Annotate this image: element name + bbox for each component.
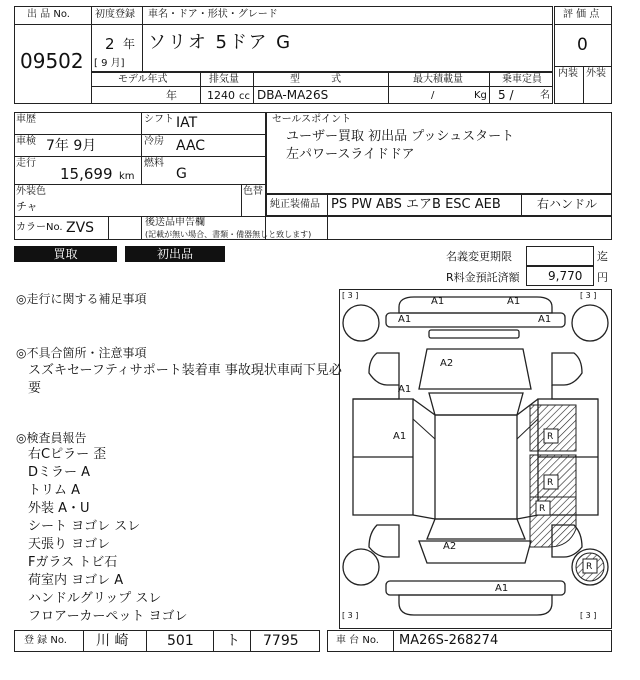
inspector-item-3: 外装 A・U	[28, 501, 90, 516]
inspector-item-7: 荷室内 ヨゴレ A	[28, 573, 124, 588]
ext-color-label: 外装色	[16, 186, 46, 197]
fuel-value: G	[176, 166, 187, 182]
inspector-item-8: ハンドルグリップ スレ	[28, 591, 162, 606]
wheel-br-label: [ 3 ]	[580, 611, 597, 620]
type-label: 型 式	[290, 74, 356, 85]
name-change-label: 名義変更期限	[446, 250, 512, 263]
max-load-label: 最大積載量	[413, 74, 463, 85]
defects-line1: スズキセーフティサポート装着車 事故現状車両下見必	[28, 363, 342, 378]
recycle-value: 9,770	[548, 269, 583, 283]
lot-no: 09502	[20, 49, 84, 73]
mileage-unit: km	[119, 171, 135, 182]
reg-area: 川 崎	[96, 633, 129, 649]
aftermarket-label: 後送品申告欄	[145, 217, 205, 228]
eval-label: 評 価 点	[563, 9, 600, 20]
car-diagram	[339, 289, 612, 629]
first-reg-year-unit: 年	[123, 37, 136, 51]
sales-point-label: セールスポイント	[272, 114, 352, 125]
back-door	[419, 541, 531, 563]
inspector-item-1: Dミラー A	[28, 465, 91, 480]
inspector-item-6: Fガラス トビ石	[28, 555, 118, 570]
buy-tag: 買取	[14, 246, 117, 262]
wheel-tl-label: [ 3 ]	[342, 291, 359, 300]
fuel-label: 燃料	[144, 158, 164, 169]
r-mark-2: R	[547, 478, 554, 488]
inspector-item-2: トリム A	[28, 483, 81, 498]
first-reg-year: 2	[105, 35, 115, 53]
a2-back-door: A2	[443, 541, 457, 552]
interior-label: 内装	[558, 68, 578, 79]
roof	[435, 415, 517, 519]
chassis-label: 車 台 No.	[336, 635, 379, 646]
chassis-value: MA26S-268274	[399, 633, 499, 648]
shift-value: IAT	[176, 115, 198, 131]
equipment-items: PS PW ABS エアB ESC AEB	[331, 197, 501, 212]
max-load-sep: /	[431, 90, 435, 101]
model-year-label: モデル年式	[118, 74, 168, 85]
sales-point-line2: 左パワースライドドア	[286, 147, 415, 162]
first-reg-month: [ 9 月]	[94, 58, 125, 69]
reg-no-label: 登 録 No.	[24, 635, 67, 646]
driving-notes-title: ◎走行に関する補足事項	[16, 292, 147, 306]
first-reg-label: 初度登録	[95, 9, 135, 20]
max-load-unit: Kg	[474, 90, 487, 101]
a1-bumper-right: A1	[538, 314, 552, 325]
rear-window	[427, 519, 525, 539]
color-no-value: ZVS	[66, 220, 95, 236]
displacement: 1240	[207, 89, 235, 102]
aircon-label: 冷房	[144, 136, 164, 147]
displacement-label: 排気量	[209, 74, 239, 85]
eval-score: 0	[577, 35, 588, 55]
inspector-item-5: 天張り ヨゴレ	[28, 537, 111, 552]
a1-front-right: A1	[507, 296, 521, 307]
inspection-value: 7年 9月	[46, 138, 97, 154]
name-change-unit: 迄	[597, 250, 608, 263]
a1-front-left: A1	[431, 296, 445, 307]
inspector-item-0: 右Cピラー 歪	[28, 447, 107, 462]
car-name: ソリオ 5ドア G	[148, 32, 293, 53]
r-mark-4: R	[586, 562, 593, 572]
model-year-unit: 年	[166, 89, 177, 102]
color-no-label: カラーNo.	[16, 222, 63, 233]
defects-title: ◎不具合箇所・注意事項	[16, 346, 147, 360]
hood	[419, 349, 531, 389]
recycle-label: R料金預託済額	[446, 271, 520, 284]
displacement-unit: cc	[239, 91, 250, 102]
equipment-label: 純正装備品	[270, 199, 320, 210]
inspection-label: 車検	[16, 136, 36, 147]
reg-class: 501	[167, 633, 194, 649]
ext-color-value: チャ	[16, 200, 38, 213]
mileage-label: 走行	[16, 158, 36, 169]
wheel-bl-label: [ 3 ]	[342, 611, 359, 620]
reg-num: 7795	[263, 633, 299, 649]
inspector-item-4: シート ヨゴレ スレ	[28, 519, 141, 534]
steering-value: 右ハンドル	[537, 197, 598, 211]
a2-hood: A2	[440, 358, 454, 369]
r-mark-1: R	[547, 432, 554, 442]
damage-hatch-right-front-door	[530, 405, 576, 451]
wheel-rear-left	[343, 549, 379, 585]
mileage-value: 15,699	[60, 165, 113, 183]
recycle-unit: 円	[597, 271, 608, 284]
aircon-value: AAC	[176, 138, 206, 154]
a1-bumper-left: A1	[398, 314, 412, 325]
wheel-front-left	[343, 305, 379, 341]
car-name-label: 車名・ドア・形状・グレード	[148, 9, 278, 20]
a1-rear-bumper: A1	[495, 583, 509, 594]
color-change-label: 色替	[243, 186, 263, 197]
lot-no-label: 出 品 No.	[27, 9, 70, 20]
capacity-unit: 名	[540, 90, 550, 101]
capacity: 5 /	[498, 88, 514, 102]
wheel-front-right	[572, 305, 608, 341]
a1-left-fender: A1	[398, 384, 412, 395]
history-label: 車歴	[16, 114, 36, 125]
shift-label: シフト	[144, 114, 174, 125]
front-bumper	[399, 297, 552, 313]
inspector-title: ◎検査員報告	[16, 431, 87, 445]
wheel-tr-label: [ 3 ]	[580, 291, 597, 300]
rear-bumper	[386, 581, 565, 595]
r-mark-3: R	[539, 504, 546, 514]
defects-line2: 要	[28, 381, 42, 396]
inspector-item-9: フロアーカーペット ヨゴレ	[28, 609, 188, 624]
exterior-label: 外装	[586, 68, 606, 79]
sales-point-line1: ユーザー買取 初出品 プッシュスタート	[286, 129, 515, 144]
type-value: DBA-MA26S	[257, 88, 329, 102]
name-change-box	[526, 246, 594, 266]
a1-left-door: A1	[393, 431, 407, 442]
capacity-label: 乗車定員	[502, 74, 542, 85]
reg-kana: ト	[226, 633, 240, 649]
aftermarket-note: (記載が無い場合、書類・備器無しと致します)	[145, 230, 312, 239]
windshield	[429, 393, 523, 415]
first-listing-tag: 初出品	[125, 246, 225, 262]
